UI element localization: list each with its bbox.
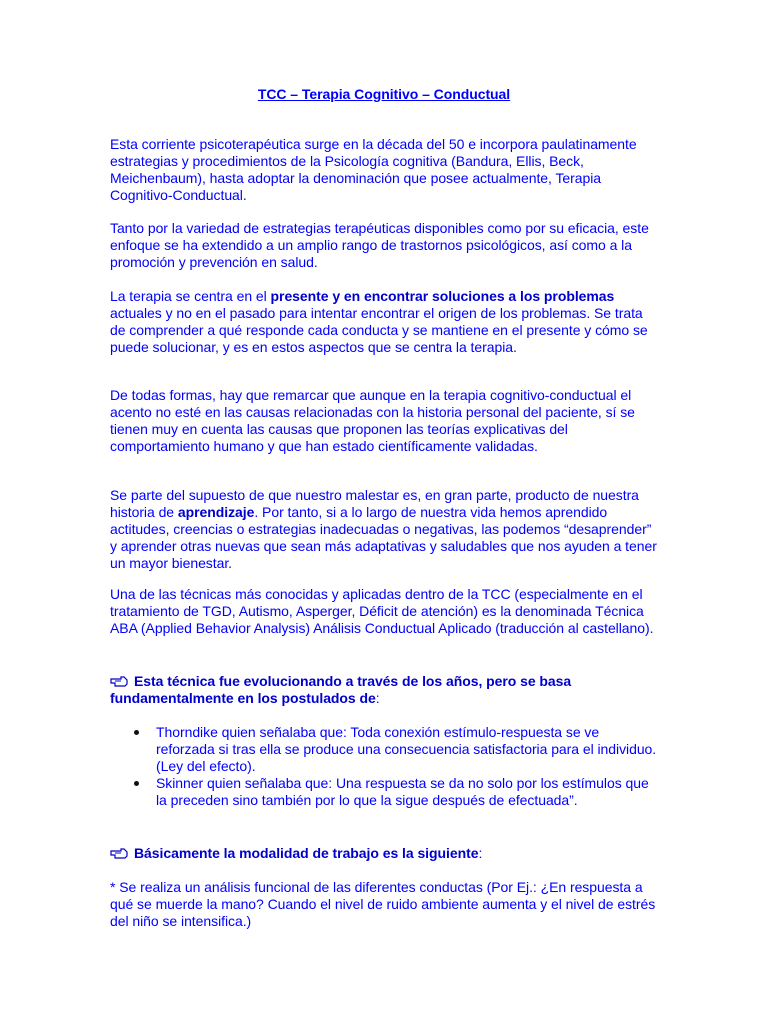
paragraph-intro: Esta corriente psicoterapéutica surge en la década del 50 e incorpora paulatinamente estrategias y procedimientos de la Psicología cognitiva (Bandura, Ellis, Beck, Meichenbaum), hasta adoptar la denominación que posee actualmente, Terapia Cognitivo-Conductual.	[110, 136, 637, 203]
heading-evolution-bold: Esta técnica fue evolucionando a través de los años, pero se basa fundamentalmente en los postulados de	[110, 673, 572, 706]
postulates-list	[110, 724, 658, 809]
pointing-hand-icon	[110, 846, 130, 858]
heading-evolution	[110, 673, 658, 707]
heading-evolution-after: :	[375, 690, 380, 706]
paragraph-focus-before: La terapia se centra en el	[110, 288, 271, 304]
list-item-text: Thorndike quien señalaba que: Toda conexión estímulo-respuesta se ve reforzada si tras ella se produce una consecuencia satisfactoria para el individuo. (Ley del efecto).	[156, 724, 657, 774]
bullet-dot	[134, 730, 139, 735]
paragraph-functional-analysis: * Se realiza un análisis funcional de las diferentes conductas (Por Ej.: ¿En respuesta a qué se muerde la mano? Cuando el nivel de ruido ambiente aumenta y el nivel de estrés del niño se intensifica.)	[110, 879, 656, 929]
paragraph-focus-bold: presente y en encontrar soluciones a los problemas	[270, 288, 615, 304]
pointing-hand-icon	[110, 674, 130, 686]
paragraph-learning	[110, 487, 658, 572]
heading-work-mode-bold: Básicamente la modalidad de trabajo es la siguiente	[134, 845, 479, 861]
heading-work-mode	[110, 845, 658, 862]
paragraph-learning-after: . Por tanto, si a lo largo de nuestra vida hemos aprendido actitudes, creencias o estrategias inadecuadas o negativas, las podemos “desaprender” y aprender otras nuevas que sean más adaptativas y saludables que nos ayuden a tener un mayor bienestar.	[110, 504, 657, 571]
paragraph-focus-after: actuales y no en el pasado para intentar encontrar el origen de los problemas. Se trata de comprender a qué responde cada conducta y se mantiene en el presente y cómo se puede solucionar, y es en estos aspectos que se centra la terapia.	[110, 305, 648, 355]
paragraph-aba: Una de las técnicas más conocidas y aplicadas dentro de la TCC (especialmente en el tratamiento de TGD, Autismo, Asperger, Déficit de atención) es la denominada Técnica ABA (Applied Behavior Analysis) Análisis Conductual Aplicado (traducción al castellano).	[110, 586, 654, 636]
list-item-text: Skinner quien señalaba que: Una respuesta se da no solo por los estímulos que la preceden sino también por lo que la sigue después de efectuada”.	[156, 775, 649, 808]
paragraph-causes: De todas formas, hay que remarcar que aunque en la terapia cognitivo-conductual el acento no esté en las causas relacionadas con la historia personal del paciente, sí se tienen muy en cuenta las causas que proponen las teorías explicativas del comportamiento humano y que han estado científicamente validadas.	[110, 387, 635, 454]
paragraph-focus	[110, 288, 658, 356]
document-title: TCC – Terapia Cognitivo – Conductual	[257, 86, 511, 102]
list-item	[110, 775, 658, 809]
bullet-dot	[134, 781, 139, 786]
list-item	[110, 724, 658, 775]
paragraph-efficacy: Tanto por la variedad de estrategias terapéuticas disponibles como por su eficacia, este enfoque se ha extendido a un amplio rango de trastornos psicológicos, así como a la promoción y prevención en salud.	[110, 220, 649, 270]
heading-work-mode-after: :	[478, 845, 483, 861]
paragraph-learning-before: Se parte del supuesto de que nuestro malestar es, en gran parte, producto de nuestra historia de	[110, 487, 639, 520]
paragraph-learning-bold: aprendizaje	[177, 504, 255, 520]
